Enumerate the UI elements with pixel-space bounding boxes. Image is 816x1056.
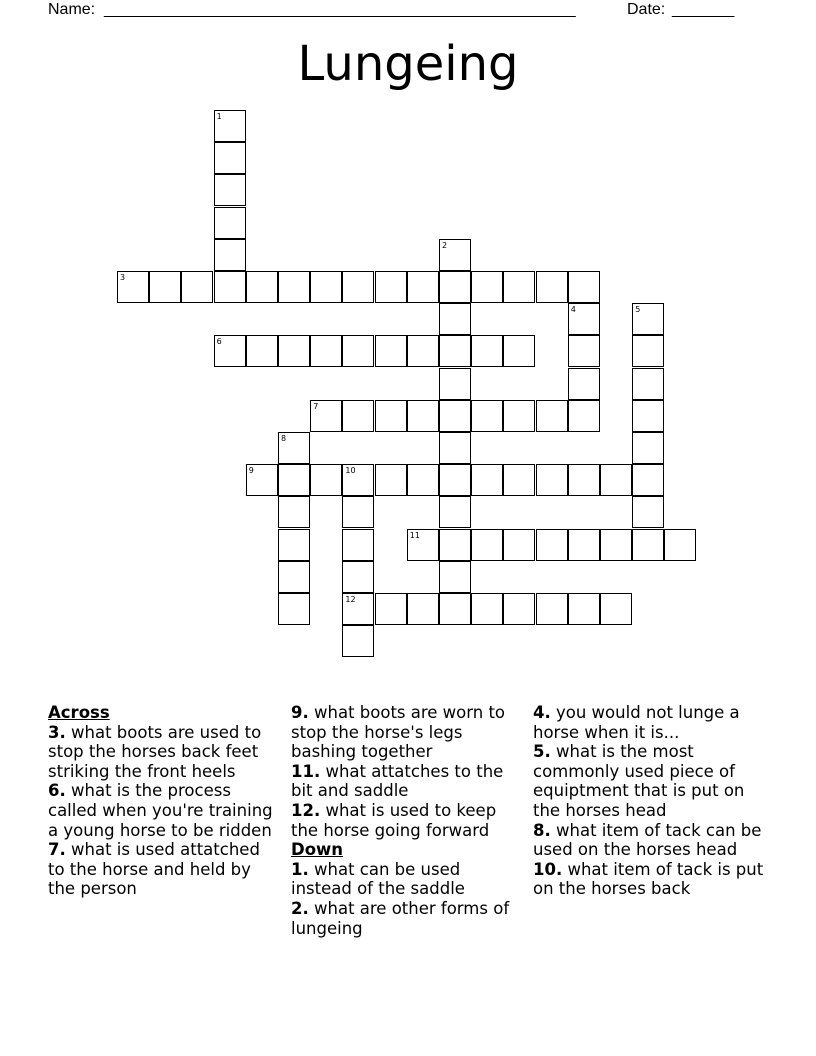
crossword-cell[interactable]	[439, 400, 471, 432]
clues-column-1	[48, 703, 280, 899]
crossword-cell[interactable]	[342, 335, 374, 367]
crossword-cell[interactable]	[214, 335, 246, 367]
crossword-cell[interactable]	[471, 400, 503, 432]
crossword-cell[interactable]	[375, 464, 407, 496]
crossword-cell[interactable]	[600, 464, 632, 496]
crossword-cell[interactable]	[632, 529, 664, 561]
crossword-cell[interactable]	[342, 400, 374, 432]
crossword-cell[interactable]	[568, 400, 600, 432]
crossword-cell[interactable]	[310, 464, 342, 496]
crossword-cell[interactable]	[536, 271, 568, 303]
crossword-cell[interactable]	[439, 335, 471, 367]
clue-number: 11.	[291, 761, 321, 781]
clue-across-7	[48, 840, 280, 899]
clue-number: 3.	[48, 722, 66, 742]
crossword-cell[interactable]	[375, 400, 407, 432]
crossword-cell[interactable]	[214, 239, 246, 271]
crossword-cell[interactable]	[278, 593, 310, 625]
date-label: Date:	[627, 1, 666, 18]
clue-down-10	[533, 860, 773, 899]
cell-number: 3	[120, 273, 126, 282]
cell-number: 7	[313, 401, 319, 411]
crossword-cell[interactable]	[471, 271, 503, 303]
crossword-cell[interactable]	[439, 432, 471, 464]
crossword-cell[interactable]	[632, 400, 664, 432]
name-field[interactable]: _____________________________________________________	[104, 1, 576, 18]
crossword-cell[interactable]	[407, 593, 439, 625]
crossword-cell[interactable]	[568, 335, 600, 367]
crossword-cell[interactable]	[536, 593, 568, 625]
clue-text: what item of tack is put on the horses back	[533, 859, 764, 899]
crossword-cell[interactable]	[278, 271, 310, 303]
crossword-cell[interactable]	[568, 464, 600, 496]
crossword-cell[interactable]	[632, 464, 664, 496]
clue-across-9	[291, 703, 523, 762]
page-title: Lungeing	[297, 36, 519, 92]
clue-text: what boots are used to stop the horses back feet striking the front heels	[48, 722, 262, 781]
crossword-cell[interactable]	[214, 110, 246, 142]
crossword-cell[interactable]	[503, 593, 535, 625]
date-field[interactable]: _______	[672, 1, 735, 18]
crossword-cell[interactable]	[342, 271, 374, 303]
clue-down-5	[533, 742, 773, 820]
crossword-cell[interactable]	[439, 271, 471, 303]
crossword-cell[interactable]	[471, 529, 503, 561]
clue-text: what are other forms of lungeing	[291, 898, 510, 938]
clue-text: what is the process called when you're training a young horse to be ridden	[48, 781, 273, 840]
crossword-cell[interactable]	[439, 496, 471, 528]
crossword-cell[interactable]	[632, 368, 664, 400]
crossword-cell[interactable]	[471, 335, 503, 367]
crossword-cell[interactable]	[181, 271, 213, 303]
cell-number: 12	[345, 595, 356, 604]
crossword-cell[interactable]	[310, 335, 342, 367]
clue-text: what is used attatched to the horse and held by the person	[48, 840, 260, 899]
crossword-cell[interactable]	[439, 561, 471, 593]
crossword-cell[interactable]	[246, 464, 278, 496]
crossword-cell[interactable]	[632, 303, 664, 335]
cell-number: 11	[409, 530, 420, 540]
clue-down-4	[533, 703, 773, 742]
crossword-cell[interactable]	[407, 271, 439, 303]
crossword-cell[interactable]	[214, 142, 246, 174]
crossword-cell[interactable]	[375, 335, 407, 367]
cell-number: 5	[635, 305, 641, 315]
crossword-cell[interactable]	[568, 529, 600, 561]
crossword-cell[interactable]	[632, 432, 664, 464]
clue-number: 12.	[291, 800, 321, 820]
crossword-cell[interactable]	[632, 335, 664, 367]
clue-text: what can be used instead of the saddle	[291, 859, 465, 899]
cell-number: 6	[216, 337, 222, 347]
clue-text: what is the most commonly used piece of equiptment that is put on the horses head	[533, 742, 745, 820]
crossword-cell[interactable]	[503, 529, 535, 561]
cell-number: 1	[216, 112, 222, 121]
crossword-cell[interactable]	[568, 368, 600, 400]
crossword-cell[interactable]	[278, 432, 310, 464]
crossword-cell[interactable]	[278, 335, 310, 367]
clue-down-2	[291, 899, 523, 938]
clue-text: what boots are worn to stop the horse's legs bashing together	[291, 703, 506, 762]
crossword-cell[interactable]	[149, 271, 181, 303]
crossword-cell[interactable]	[375, 271, 407, 303]
crossword-cell[interactable]	[439, 529, 471, 561]
cell-number: 2	[442, 240, 448, 250]
clue-number: 8.	[533, 820, 551, 840]
crossword-cell[interactable]	[471, 593, 503, 625]
crossword-cell[interactable]	[600, 529, 632, 561]
cell-number: 9	[248, 466, 254, 476]
crossword-cell[interactable]	[278, 561, 310, 593]
crossword-cell[interactable]	[342, 561, 374, 593]
crossword-cell[interactable]	[278, 496, 310, 528]
clue-number: 5.	[533, 742, 551, 762]
clue-down-1	[291, 860, 523, 899]
clue-down-8	[533, 821, 773, 860]
clue-across-12	[291, 801, 523, 840]
crossword-cell[interactable]	[600, 593, 632, 625]
crossword-cell[interactable]	[503, 335, 535, 367]
clue-across-3	[48, 723, 280, 782]
clue-number: 10.	[533, 859, 563, 879]
crossword-cell[interactable]	[503, 400, 535, 432]
crossword-cell[interactable]	[439, 239, 471, 271]
crossword-cell[interactable]	[342, 464, 374, 496]
name-label: Name:	[48, 1, 96, 18]
down-heading: Down	[291, 840, 344, 860]
crossword-cell[interactable]	[439, 593, 471, 625]
clue-number: 4.	[533, 703, 551, 722]
clue-text: what attatches to the bit and saddle	[291, 761, 504, 801]
crossword-cell[interactable]	[568, 271, 600, 303]
clue-across-6	[48, 781, 280, 840]
crossword-cell[interactable]	[246, 335, 278, 367]
crossword-cell[interactable]	[310, 271, 342, 303]
clues-column-2	[291, 703, 523, 938]
crossword-cell[interactable]	[536, 400, 568, 432]
crossword-cell[interactable]	[375, 593, 407, 625]
crossword-cell[interactable]	[278, 529, 310, 561]
crossword-cell[interactable]	[407, 464, 439, 496]
crossword-cell[interactable]	[664, 529, 696, 561]
crossword-cell[interactable]	[407, 335, 439, 367]
crossword-cell[interactable]	[568, 593, 600, 625]
cell-number: 4	[570, 305, 576, 315]
crossword-cell[interactable]	[214, 207, 246, 239]
crossword-cell[interactable]	[536, 464, 568, 496]
clue-number: 1.	[291, 859, 309, 879]
crossword-cell[interactable]	[407, 529, 439, 561]
clues-column-3	[533, 703, 773, 899]
crossword-cell[interactable]	[407, 400, 439, 432]
crossword-cell[interactable]	[439, 303, 471, 335]
clue-text: what is used to keep the horse going forward	[291, 800, 497, 840]
clue-text: you would not lunge a horse when it is...	[533, 703, 740, 742]
crossword-cell[interactable]	[503, 464, 535, 496]
crossword-cell[interactable]	[471, 464, 503, 496]
across-heading: Across	[48, 703, 110, 722]
clue-text: what item of tack can be used on the horses head	[533, 820, 762, 860]
crossword-cell[interactable]	[342, 496, 374, 528]
crossword-cell[interactable]	[439, 368, 471, 400]
clue-number: 7.	[48, 840, 66, 860]
crossword-cell[interactable]	[439, 464, 471, 496]
crossword-cell[interactable]	[536, 529, 568, 561]
cell-number: 8	[281, 434, 287, 443]
clue-number: 6.	[48, 781, 66, 801]
crossword-cell[interactable]	[342, 593, 374, 625]
crossword-cell[interactable]	[214, 271, 246, 303]
crossword-cell[interactable]	[246, 271, 278, 303]
crossword-cell[interactable]	[503, 271, 535, 303]
crossword-cell[interactable]	[214, 174, 246, 206]
crossword-cell[interactable]	[310, 400, 342, 432]
crossword-cell[interactable]	[632, 496, 664, 528]
clue-across-11	[291, 762, 523, 801]
crossword-cell[interactable]	[278, 464, 310, 496]
crossword-cell[interactable]	[568, 303, 600, 335]
crossword-cell[interactable]	[342, 625, 374, 657]
clue-number: 9.	[291, 703, 309, 722]
cell-number: 10	[345, 466, 356, 476]
crossword-cell[interactable]	[117, 271, 149, 303]
clue-number: 2.	[291, 898, 309, 918]
crossword-cell[interactable]	[342, 529, 374, 561]
